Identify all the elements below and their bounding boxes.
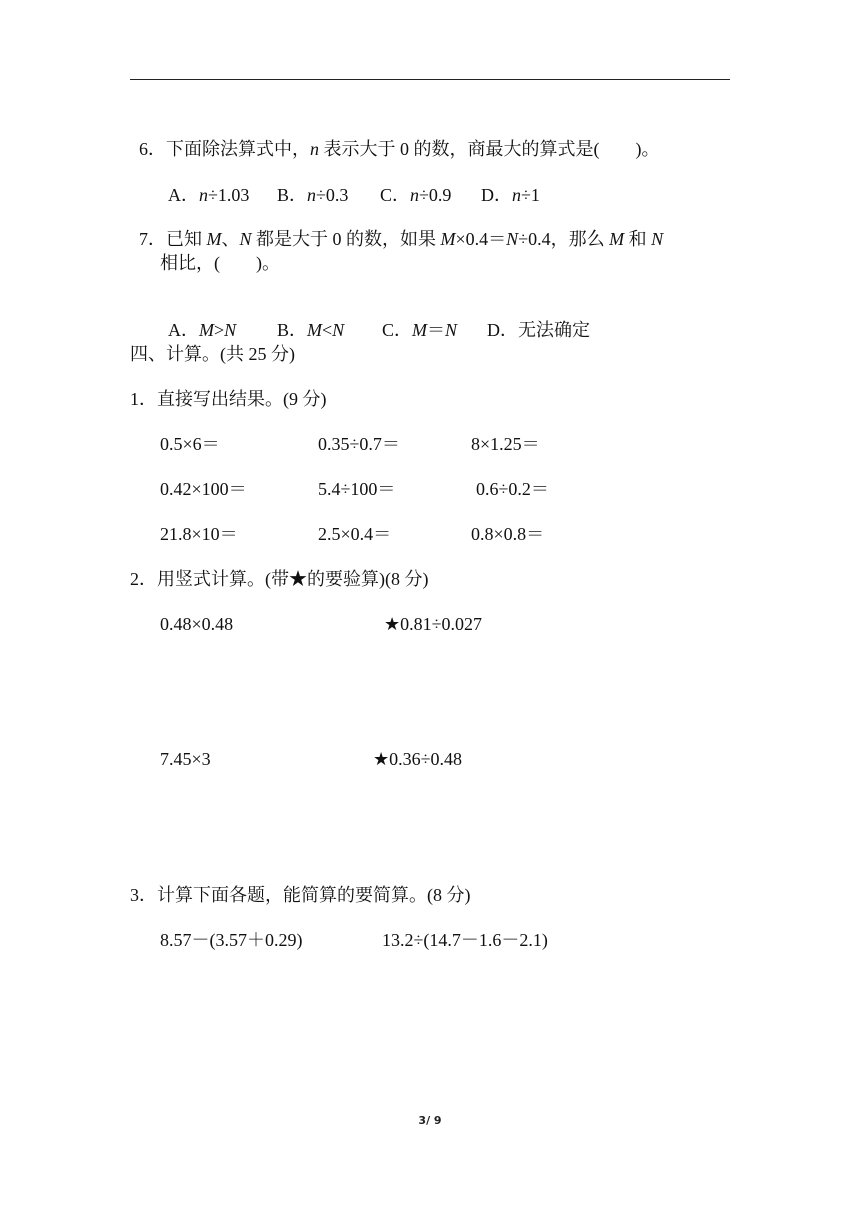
q6-option-a: A．n÷1.03	[168, 185, 250, 205]
section4-title: 四、计算。(共 25 分)	[130, 344, 295, 364]
oral-calc-item: 0.5×6＝	[160, 434, 220, 454]
oral-calc-item: 0.8×0.8＝	[471, 524, 545, 544]
part1-title: 1．直接写出结果。(9 分)	[130, 389, 327, 409]
q6-option-d: D．n÷1	[481, 185, 540, 205]
vertical-calc-item: ★0.81÷0.027	[384, 614, 483, 634]
vertical-calc-item: 7.45×3	[160, 749, 211, 769]
oral-calc-item: 0.6÷0.2＝	[476, 479, 549, 499]
oral-calc-item: 5.4÷100＝	[318, 479, 396, 499]
vertical-calc-item: ★0.36÷0.48	[373, 749, 463, 769]
q7-option-c: C．M＝N	[382, 320, 458, 340]
oral-calc-item: 8×1.25＝	[471, 434, 540, 454]
q6-option-c: C．n÷0.9	[380, 185, 452, 205]
simplify-calc-item: 13.2÷(14.7－1.6－2.1)	[382, 930, 548, 950]
oral-calc-item: 21.8×10＝	[160, 524, 238, 544]
vertical-calc-item: 0.48×0.48	[160, 614, 234, 634]
q7-option-b: B．M<N	[277, 320, 345, 340]
page-number: 3/ 9	[418, 1114, 442, 1127]
q6-stem: 6．下面除法算式中，n 表示大于 0 的数，商最大的算式是( )。	[139, 139, 660, 159]
part3-title: 3．计算下面各题，能简算的要简算。(8 分)	[130, 885, 471, 905]
q7-option-d: D．无法确定	[487, 320, 590, 340]
oral-calc-item: 0.35÷0.7＝	[318, 434, 400, 454]
oral-calc-item: 2.5×0.4＝	[318, 524, 392, 544]
q7-stem-line1: 7．已知 M、N 都是大于 0 的数，如果 M×0.4＝N÷0.4，那么 M 和 N	[139, 229, 664, 249]
part2-title: 2．用竖式计算。(带★的要验算)(8 分)	[130, 569, 429, 589]
oral-calc-item: 0.42×100＝	[160, 479, 247, 499]
simplify-calc-item: 8.57－(3.57＋0.29)	[160, 930, 303, 950]
q6-option-b: B．n÷0.3	[277, 185, 349, 205]
q7-stem-line2: 相比，( )。	[160, 253, 280, 273]
header-rule	[130, 79, 730, 80]
q7-option-a: A．M>N	[168, 320, 237, 340]
